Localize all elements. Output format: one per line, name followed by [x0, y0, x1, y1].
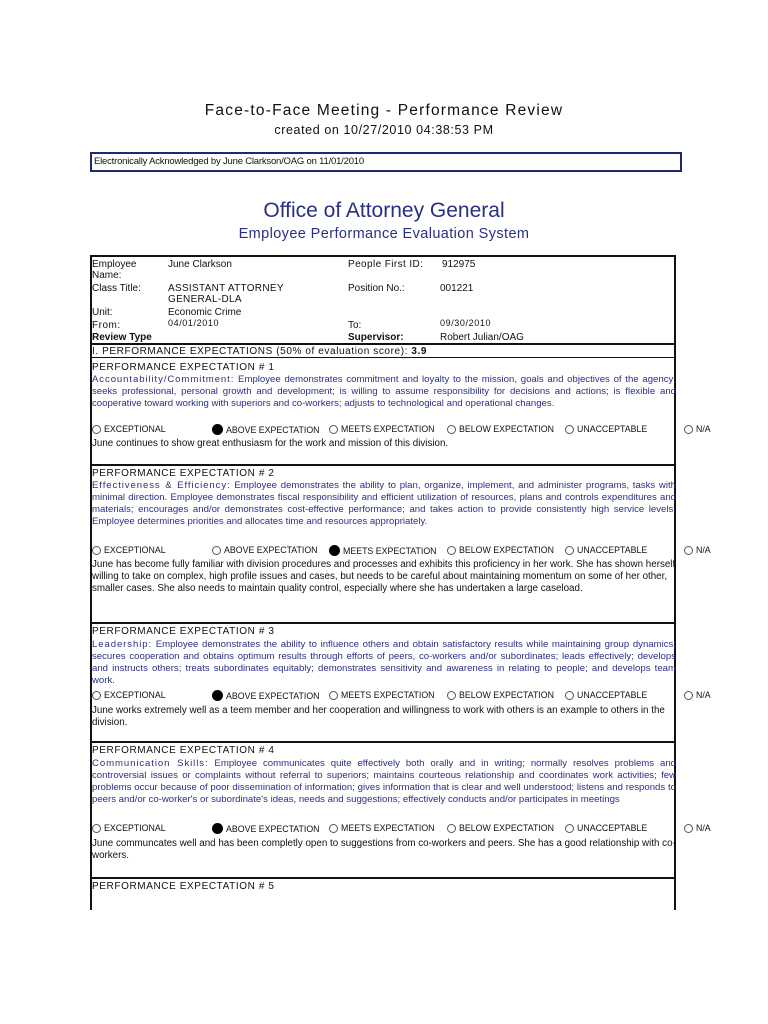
rating-option-meets-expectation[interactable]	[329, 424, 435, 434]
radio-empty-icon[interactable]	[329, 425, 338, 434]
radio-empty-icon[interactable]	[92, 425, 101, 434]
rating-option-label: EXCEPTIONAL	[104, 823, 166, 833]
position-no-value: 001221	[440, 283, 474, 294]
people-first-id-label: People First ID:	[348, 259, 424, 270]
rating-option-below-expectation[interactable]	[447, 545, 554, 555]
expectation-heading: PERFORMANCE EXPECTATION # 4	[92, 745, 275, 756]
divider	[92, 741, 674, 743]
expectation-description	[92, 639, 676, 687]
radio-empty-icon[interactable]	[565, 824, 574, 833]
rating-option-meets-expectation[interactable]	[329, 690, 435, 700]
supervisor-comment: June communcates well and has been completly open to suggestions from co-workers and peers. She has a good relationship with co-workers.	[92, 838, 676, 861]
radio-empty-icon[interactable]	[447, 546, 456, 555]
rating-option-label: BELOW EXPECTATION	[459, 424, 554, 434]
expectation-text: Employee demonstrates the ability to influence others and obtain satisfactory results while maintaining group dynamics; secures cooperation and obtains optimum results through efforts of peers, co-workers and/or subordinates; leads effectively; develops and instructs others; treats subordinates equitably; demonstrates sensitivity and awareness in relating to people; and develops team work.	[92, 639, 677, 686]
radio-empty-icon[interactable]	[684, 824, 693, 833]
section-title: I. PERFORMANCE EXPECTATIONS (50% of evaluation score):	[92, 346, 408, 357]
radio-empty-icon[interactable]	[565, 691, 574, 700]
rating-option-below-expectation[interactable]	[447, 690, 554, 700]
from-label: From:	[92, 320, 121, 331]
rating-option-below-expectation[interactable]	[447, 823, 554, 833]
radio-empty-icon[interactable]	[92, 546, 101, 555]
rating-option-label: MEETS EXPECTATION	[341, 823, 435, 833]
supervisor-value: Robert Julian/OAG	[440, 332, 524, 343]
rating-option-label: N/A	[696, 823, 711, 833]
rating-option-label: BELOW EXPECTATION	[459, 545, 554, 555]
rating-option-above-expectation[interactable]	[212, 690, 320, 701]
rating-option-label: BELOW EXPECTATION	[459, 823, 554, 833]
to-date: 09/30/2010	[440, 318, 492, 328]
rating-option-not-applicable[interactable]	[684, 545, 711, 555]
expectation-text: Employee demonstrates commitment and loyalty to the mission, goals and objectives of the agency; seeks professional, personal growth and development; is willing to assume responsibility for decisions and actions; is flexible and cooperative toward working with superiors and co-workers; adjusts to technological and operational changes.	[92, 374, 676, 409]
radio-empty-icon[interactable]	[447, 691, 456, 700]
unit-value: Economic Crime	[168, 307, 242, 318]
rating-option-label: EXCEPTIONAL	[104, 424, 166, 434]
radio-empty-icon[interactable]	[92, 824, 101, 833]
expectation-title: Communication Skills:	[92, 758, 209, 769]
expectation-description	[92, 480, 676, 528]
rating-option-label: ABOVE EXPECTATION	[226, 690, 320, 701]
rating-option-label: N/A	[696, 690, 711, 700]
expectation-heading: PERFORMANCE EXPECTATION # 5	[92, 881, 275, 892]
rating-option-label: UNACCEPTABLE	[577, 545, 648, 555]
supervisor-label: Supervisor:	[348, 332, 404, 343]
rating-option-label: UNACCEPTABLE	[577, 823, 648, 833]
rating-option-above-expectation[interactable]	[212, 823, 320, 834]
people-first-id-value: 912975	[442, 259, 476, 270]
organization-name: Office of Attorney General	[263, 199, 505, 222]
rating-option-meets-expectation[interactable]	[329, 823, 435, 833]
unit-label: Unit:	[92, 307, 113, 318]
expectation-title: Leadership:	[92, 639, 153, 650]
radio-selected-icon[interactable]	[212, 424, 223, 435]
supervisor-comment: June has become fully familiar with division procedures and processes and exhibits this proficiency in her work. She has shown herself willing to take on complex, high profile issues and cases, but needs to be careful about maintaining momentum on some of her other, smaller cases. She also needs to maintain quality control, especially where she has undertaken a large caseload.	[92, 559, 676, 594]
radio-empty-icon[interactable]	[329, 691, 338, 700]
rating-option-label: EXCEPTIONAL	[104, 545, 166, 555]
radio-selected-icon[interactable]	[329, 545, 340, 556]
radio-empty-icon[interactable]	[565, 425, 574, 434]
rating-option-not-applicable[interactable]	[684, 690, 711, 700]
expectation-description	[92, 758, 676, 806]
rating-option-label: ABOVE EXPECTATION	[226, 823, 320, 834]
rating-option-not-applicable[interactable]	[684, 823, 711, 833]
rating-option-unacceptable[interactable]	[565, 690, 647, 700]
divider	[92, 464, 674, 466]
radio-empty-icon[interactable]	[684, 691, 693, 700]
rating-option-not-applicable[interactable]	[684, 424, 711, 434]
divider	[92, 343, 674, 345]
expectation-title: Effectiveness & Efficiency:	[92, 480, 231, 491]
rating-option-unacceptable[interactable]	[565, 545, 647, 555]
expectation-heading: PERFORMANCE EXPECTATION # 1	[92, 362, 275, 373]
employee-name-label: Employee Name:	[92, 259, 137, 281]
rating-option-above-expectation[interactable]	[212, 424, 320, 435]
class-title-value: ASSISTANT ATTORNEY GENERAL-DLA	[168, 283, 284, 305]
rating-option-label: UNACCEPTABLE	[577, 690, 648, 700]
employee-name-value: June Clarkson	[168, 259, 232, 270]
rating-option-label: MEETS EXPECTATION	[341, 424, 435, 434]
rating-row	[92, 545, 712, 557]
rating-option-unacceptable[interactable]	[565, 424, 647, 434]
expectation-heading: PERFORMANCE EXPECTATION # 2	[92, 468, 275, 479]
rating-option-label: ABOVE EXPECTATION	[224, 545, 318, 555]
radio-empty-icon[interactable]	[684, 546, 693, 555]
rating-row	[92, 424, 712, 436]
rating-option-label: EXCEPTIONAL	[104, 690, 166, 700]
created-timestamp: created on 10/27/2010 04:38:53 PM	[274, 123, 494, 137]
rating-option-label: N/A	[696, 424, 711, 434]
rating-row	[92, 823, 712, 835]
expectation-title: Accountability/Commitment:	[92, 374, 235, 385]
radio-empty-icon[interactable]	[447, 824, 456, 833]
rating-option-label: MEETS EXPECTATION	[343, 545, 437, 556]
rating-option-meets-expectation[interactable]	[329, 545, 437, 556]
divider	[92, 877, 674, 879]
document-title: Face-to-Face Meeting - Performance Review	[204, 102, 564, 119]
expectation-text: Employee communicates quite effectively both orally and in writing; normally resolves problems and controversial issues or complaints without referral to superiors; maintains courteous relationship and coordinates work activities; few problems occur because of poor dissemination of information; gives information that is clear and well understood; listens and responds to peers and/or co-worker's or subordinate's ideas, needs and suggestions; effectively conducts and/or participates in meetings	[92, 758, 676, 805]
rating-option-exceptional[interactable]	[92, 823, 166, 833]
to-label: To:	[348, 320, 362, 331]
rating-option-unacceptable[interactable]	[565, 823, 647, 833]
supervisor-comment: June continues to show great enthusiasm for the work and mission of this division.	[92, 438, 449, 449]
section-score: 3.9	[411, 346, 428, 357]
radio-empty-icon[interactable]	[329, 824, 338, 833]
rating-option-label: ABOVE EXPECTATION	[226, 424, 320, 435]
expectation-description	[92, 374, 676, 410]
divider	[92, 357, 674, 358]
supervisor-comment: June works extremely well as a teem member and her cooperation and willingness to work with others is an example to others in the division.	[92, 705, 665, 728]
rating-option-exceptional[interactable]	[92, 424, 166, 434]
radio-selected-icon[interactable]	[212, 690, 223, 701]
review-type-label: Review Type	[92, 332, 152, 343]
rating-option-exceptional[interactable]	[92, 545, 166, 555]
radio-empty-icon[interactable]	[212, 546, 221, 555]
evaluation-form	[90, 255, 711, 910]
section-heading	[92, 346, 427, 357]
rating-option-label: N/A	[696, 545, 711, 555]
class-title-label: Class Title:	[92, 283, 141, 294]
radio-empty-icon[interactable]	[684, 425, 693, 434]
rating-option-label: UNACCEPTABLE	[577, 424, 648, 434]
rating-option-label: MEETS EXPECTATION	[341, 690, 435, 700]
rating-option-above-expectation[interactable]	[212, 545, 318, 555]
divider	[92, 622, 674, 624]
expectation-text: Employee demonstrates the ability to plan, organize, implement, and administer programs, tasks with minimal direction. Employee demonstrates fiscal responsibility and efficient utilization of resources, plans and controls expenditures and materials; encourages and/or demonstrates cost-effective performance; and takes action to provide consistently high service levels. Employee determines priorities and allocates time and resources appropriately.	[92, 480, 676, 527]
radio-empty-icon[interactable]	[92, 691, 101, 700]
expectation-heading: PERFORMANCE EXPECTATION # 3	[92, 626, 275, 637]
position-no-label: Position No.:	[348, 283, 405, 294]
rating-option-below-expectation[interactable]	[447, 424, 554, 434]
radio-empty-icon[interactable]	[447, 425, 456, 434]
evaluation-system-name: Employee Performance Evaluation System	[238, 226, 530, 242]
from-date: 04/01/2010	[168, 318, 220, 328]
rating-option-label: BELOW EXPECTATION	[459, 690, 554, 700]
radio-selected-icon[interactable]	[212, 823, 223, 834]
rating-option-exceptional[interactable]	[92, 690, 166, 700]
radio-empty-icon[interactable]	[565, 546, 574, 555]
acknowledgement-banner: Electronically Acknowledged by June Clarkson/OAG on 11/01/2010	[90, 152, 682, 172]
rating-row	[92, 690, 712, 702]
